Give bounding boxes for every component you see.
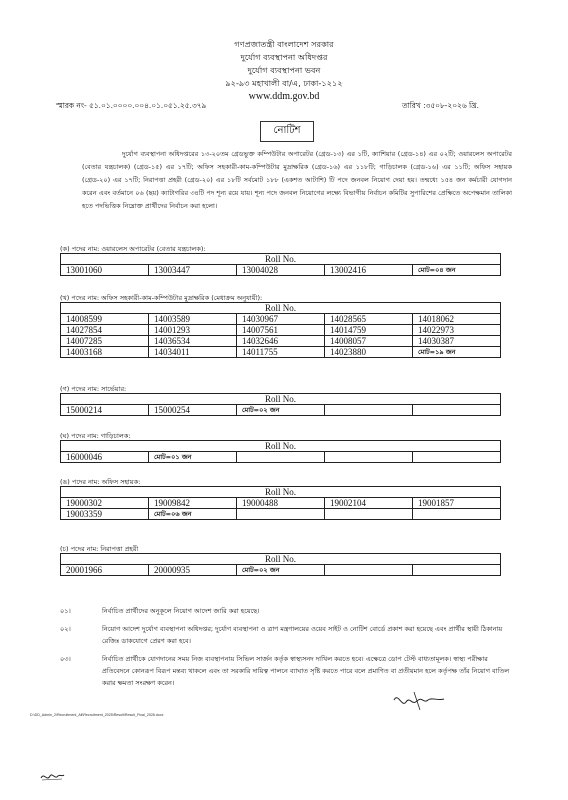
table-row	[61, 265, 501, 276]
initial-mark	[38, 768, 66, 788]
roll-header: Roll No.	[61, 441, 501, 452]
table-row	[61, 509, 501, 520]
roll-table	[60, 486, 501, 520]
government-name: গণপ্রজাতন্ত্রী বাংলাদেশ সরকার	[234, 39, 334, 49]
post-label: (চ) পদের নাম: নিরাপত্তা প্রহরী	[60, 545, 139, 553]
roll-number: 14003589	[149, 314, 237, 325]
empty-cell	[413, 405, 501, 416]
post-label: (ঙ) পদের নাম: অফিস সহায়ক:	[60, 478, 141, 486]
roll-number: 15000254	[149, 405, 237, 416]
total-count: মোট=১৯ জন	[413, 347, 501, 358]
roll-table	[60, 440, 501, 463]
roll-number: 13003447	[149, 265, 237, 276]
department-name: দুর্যোগ ব্যবস্থাপনা অধিদপ্তর	[240, 52, 328, 62]
roll-number: 20001966	[61, 565, 149, 576]
empty-cell	[325, 452, 413, 463]
roll-number: 14030387	[413, 336, 501, 347]
table-row	[61, 405, 501, 416]
table-row	[61, 565, 501, 576]
empty-cell	[413, 452, 501, 463]
instruction-points	[60, 605, 510, 695]
roll-number: 14023880	[325, 347, 413, 358]
roll-number: 14008057	[325, 336, 413, 347]
roll-number: 15000214	[61, 405, 149, 416]
empty-cell	[237, 452, 325, 463]
empty-cell	[325, 565, 413, 576]
table-row	[61, 452, 501, 463]
table-row	[61, 498, 501, 509]
roll-number: 14027854	[61, 325, 149, 336]
table-row	[61, 336, 501, 347]
roll-number: 19002104	[325, 498, 413, 509]
roll-number: 14036534	[149, 336, 237, 347]
empty-cell	[237, 509, 325, 520]
file-path: D:\DD_Admin_2\Recruitment_All\Recruitment_2025\Result\Result_Final_2026.docx	[30, 713, 164, 717]
roll-header: Roll No.	[61, 554, 501, 565]
roll-number: 20000935	[149, 565, 237, 576]
empty-cell	[325, 509, 413, 520]
roll-number: 14034011	[149, 347, 237, 358]
roll-number: 19003359	[61, 509, 149, 520]
post-label: (ক) পদের নাম: ওয়ারলেস অপারেটর (বেতার যন্ত্রচালক):	[60, 245, 206, 253]
letterhead	[0, 38, 568, 103]
point-number: ০৩।	[60, 655, 71, 663]
roll-number: 13002416	[325, 265, 413, 276]
instruction-point	[60, 653, 510, 689]
post-label: (গ) পদের নাম: সার্ভেয়ার:	[60, 385, 127, 393]
point-number: ০১।	[60, 607, 71, 615]
notice-title: নোটিশ	[260, 121, 314, 142]
total-count: মোট=০১ জন	[149, 452, 237, 463]
roll-number: 14022973	[413, 325, 501, 336]
instruction-point	[60, 623, 510, 647]
signature-mark	[384, 686, 454, 720]
post-label: (ঘ) পদের নাম: গাড়িচালক:	[60, 432, 131, 440]
building-name: দুর্যোগ ব্যবস্থাপনা ভবন	[247, 65, 321, 75]
roll-number: 14032646	[237, 336, 325, 347]
total-count: মোট=০২ জন	[237, 405, 325, 416]
empty-cell	[413, 565, 501, 576]
total-count: মোট=০২ জন	[237, 565, 325, 576]
roll-number: 14001293	[149, 325, 237, 336]
address: ৯২-৯৩ মহাখালী বা/এ, ঢাকা-১২১২	[225, 78, 343, 88]
roll-header: Roll No.	[61, 487, 501, 498]
roll-number: 19009842	[149, 498, 237, 509]
instruction-point	[60, 605, 510, 617]
roll-number: 13004028	[237, 265, 325, 276]
roll-number: 14003168	[61, 347, 149, 358]
empty-cell	[413, 509, 501, 520]
roll-number: 14007561	[237, 325, 325, 336]
roll-number: 16000046	[61, 452, 149, 463]
roll-number: 19001857	[413, 498, 501, 509]
notice-date: তারিখ :৩৫০৮-২০২৬ খ্রি.	[402, 101, 479, 110]
post-label: (খ) পদের নাম: অফিস সহকারী-কাম-কম্পিউটার মুদ্রাক্ষরিক (মেধাক্রম অনুযায়ী):	[60, 294, 263, 302]
roll-number: 14030967	[237, 314, 325, 325]
point-text: নিয়োগ আদেশ দুর্যোগ ব্যবস্থাপনা অধিদপ্তর; দুর্যোগ ব্যবস্থাপনা ও ত্রাণ মন্ত্রণালয়ের ওয়েব সাইট ও নোটিশ বোর্ডে প্রকাশ করা হয়েছে এবং প্রার্থীর স্থায়ী ঠিকানায় রেজিঃ ডাকযোগে প্রেরণ করা হবে।	[102, 625, 503, 645]
roll-table	[60, 253, 501, 276]
roll-table	[60, 553, 501, 576]
roll-number: 19000302	[61, 498, 149, 509]
point-text: নির্বাচিত প্রার্থীদের অনুকূলে নিয়োগ আদেশ জারি করা হয়েছে।	[102, 607, 260, 615]
roll-header: Roll No.	[61, 394, 501, 405]
empty-cell	[325, 405, 413, 416]
total-count: মোট=০৬ জন	[149, 509, 237, 520]
roll-header: Roll No.	[61, 303, 501, 314]
roll-number: 14028565	[325, 314, 413, 325]
total-count: মোট=০৪ জন	[413, 265, 501, 276]
memo-number: স্মারক নং- ৫১.০১.০০০০.০০৪.০১.০৫১.২৫.৩৭৯	[56, 101, 207, 110]
point-text: নির্বাচিত প্রার্থীকে যোগদানের সময় নিজ ব্যবস্থাপনায় সিভিল সার্জন কর্তৃক স্বাস্থ্যসনদ দাখিল করতে হবে। এক্ষেত্রে ডোপ টেস্ট বাধ্যতামূলক। স্বাস্থ্য পরীক্ষার প্রতিবেদনে কোনরূপ বিরূপ মন্তব্য থাকলে এবং তা সরকারি দায়িত্ব পালনে ব্যাঘাত সৃষ্টি করতে পারে বলে প্রমাণিত বা প্রতীয়মান হলে কর্তৃপক্ষ তাঁর নিয়োগ বাতিল করার ক্ষমতা সংরক্ষণ করেন।	[102, 655, 510, 687]
roll-number: 14008599	[61, 314, 149, 325]
roll-number: 14011755	[237, 347, 325, 358]
body-paragraph: দুর্যোগ ব্যবস্থাপনা অধিদপ্তরের ১৩-২০তম গ্রেডভুক্ত কম্পিউটার অপারেটর (গ্রেড-১৩) এর ১টি, ক্যাশিয়ার (গ্রেড-১৪) এর ০২টি; ওয়ারলেস অপারেটর (বেতার যন্ত্রচালক) (গ্রেড-১৫) এর ১৭টি; অফিস সহকারী-কাম-কম্পিউটার মুদ্রাক্ষরিক (গ্রেড-১৬) এর ১১৮টি; গাড়িচালক (গ্রেড-১৬) এর ১১টি; অফিস সহায়ক (গ্রেড-২০) এর ১৭টি; নিরাপত্তা প্রহরী (গ্রেড-২০) এর ১৮টি সর্বমোট ১৮৮ (একশত আটাশি) টি পদে জনবল নিয়োগ দেয়া হয়। তন্মধ্যে ১৫৪ জন কর্মচারী যোগদান করেন এবং বর্তমানে ০৬ (ছয়) ক্যাটাগরির ৩৪টি পদ শূন্য রয়ে যায়। শূন্য পদে জনবল নিয়োগের লক্ষ্যে বিভাগীয় নির্বাচন কমিটির সুপারিশের প্রেক্ষিতে অপেক্ষমান তালিকা হতে পদভিত্তিক নিম্নোক্ত প্রার্থীদের নির্বাচন করা হলো।	[82, 150, 512, 210]
roll-number: 13001060	[61, 265, 149, 276]
roll-header: Roll No.	[61, 254, 501, 265]
table-row	[61, 314, 501, 325]
roll-table	[60, 393, 501, 416]
roll-table	[60, 302, 501, 358]
table-row	[61, 325, 501, 336]
roll-number: 14014759	[325, 325, 413, 336]
roll-number: 19000488	[237, 498, 325, 509]
roll-number: 14007285	[61, 336, 149, 347]
website-url: www.ddm.gov.bd	[248, 91, 320, 102]
roll-number: 14018062	[413, 314, 501, 325]
point-number: ০২।	[60, 625, 71, 633]
table-row	[61, 347, 501, 358]
